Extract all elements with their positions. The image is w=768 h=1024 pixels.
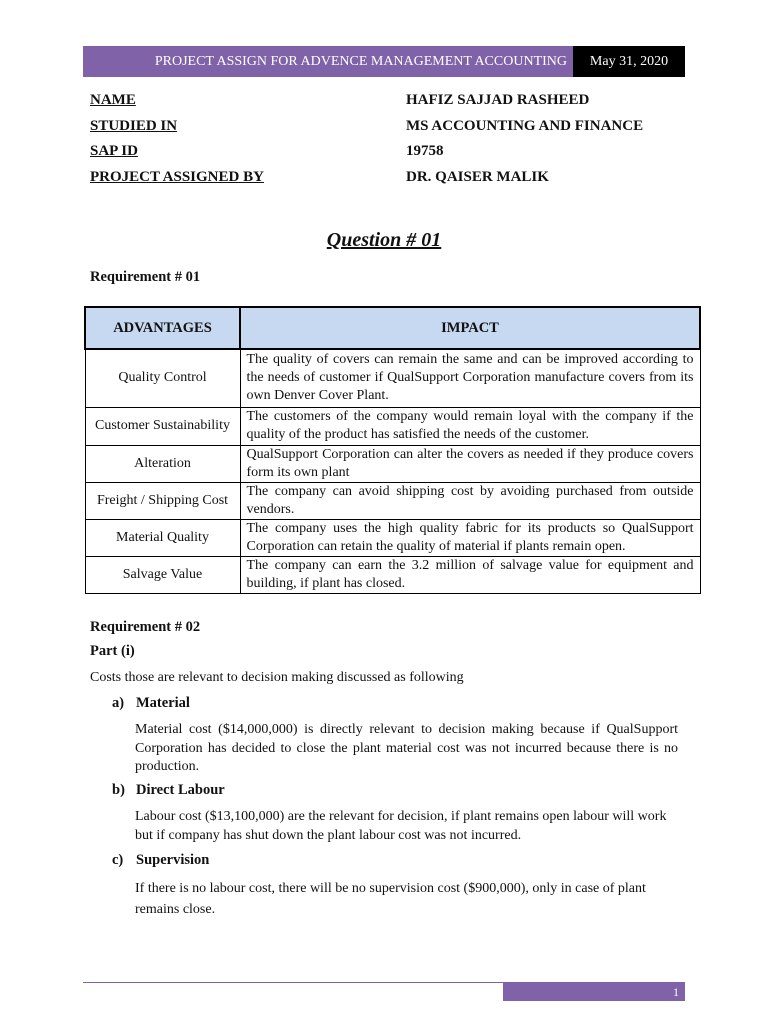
info-value: MS ACCOUNTING AND FINANCE	[406, 117, 644, 134]
question-heading: Question # 01	[326, 229, 442, 251]
info-value: 19758	[406, 143, 444, 159]
info-row-name	[90, 92, 690, 118]
table-row	[85, 482, 700, 519]
item-letter: a)	[112, 695, 125, 711]
info-label: NAME	[90, 92, 136, 108]
impact-cell: QualSupport Corporation can alter the covers as needed if they produce covers form its own plant	[240, 445, 700, 482]
column-header-advantages: ADVANTAGES	[85, 307, 240, 349]
item-title: Material	[136, 695, 190, 711]
advantage-cell: Quality Control	[85, 349, 240, 407]
advantage-cell: Salvage Value	[85, 556, 240, 593]
info-value: HAFIZ SAJJAD RASHEED	[406, 92, 590, 108]
advantage-cell: Freight / Shipping Cost	[85, 482, 240, 519]
header-title: PROJECT ASSIGN FOR ADVENCE MANAGEMENT ACCOUNTING	[83, 46, 573, 77]
part-heading: Part (i)	[90, 643, 135, 659]
table-row	[85, 349, 700, 407]
advantage-cell: Alteration	[85, 445, 240, 482]
item-letter: b)	[112, 782, 125, 798]
item-body-direct-labour: Labour cost ($13,100,000) are the relevant for decision, if plant remains open labour will work but if company has shut down the plant labour cost was not incurred.	[135, 809, 667, 843]
advantage-cell: Material Quality	[85, 519, 240, 556]
table-header-row	[85, 307, 700, 349]
header-date: May 31, 2020	[573, 46, 685, 77]
student-info	[90, 92, 690, 194]
info-row-assigned-by	[90, 169, 690, 195]
column-header-impact: IMPACT	[240, 307, 700, 349]
item-heading-supervision	[112, 852, 209, 869]
advantages-table	[84, 306, 701, 594]
item-title: Supervision	[136, 852, 210, 868]
info-row-sap-id	[90, 143, 690, 169]
advantage-cell: Customer Sustainability	[85, 407, 240, 445]
item-heading-direct-labour	[112, 782, 225, 799]
page-number: 1	[503, 983, 685, 1001]
impact-cell: The company uses the high quality fabric for its products so QualSupport Corporation can retain the quality of material if plants remain open.	[240, 519, 700, 556]
impact-cell: The company can earn the 3.2 million of salvage value for equipment and building, if plant has closed.	[240, 556, 700, 593]
impact-cell: The company can avoid shipping cost by avoiding purchased from outside vendors.	[240, 482, 700, 519]
info-value: DR. QAISER MALIK	[406, 168, 549, 185]
intro-text: Costs those are relevant to decision making discussed as following	[90, 670, 464, 685]
info-label: SAP ID	[90, 143, 138, 159]
table-row	[85, 407, 700, 445]
table-row	[85, 556, 700, 593]
item-body-material: Material cost ($14,000,000) is directly relevant to decision making because if QualSupport Corporation has decided to close the plant material cost was not incurred because there is no production.	[135, 722, 678, 774]
impact-cell: The customers of the company would remain loyal with the company if the quality of the product has satisfied the needs of the customer.	[240, 407, 700, 445]
item-letter: c)	[112, 852, 124, 868]
info-label: STUDIED IN	[90, 117, 178, 134]
table-row	[85, 445, 700, 482]
info-row-studied-in	[90, 118, 690, 144]
requirement-2-heading: Requirement # 02	[90, 619, 201, 635]
requirement-1-heading: Requirement # 01	[90, 269, 201, 285]
item-heading-material	[112, 695, 190, 712]
info-label: PROJECT ASSIGNED BY	[90, 168, 264, 185]
item-body-supervision: If there is no labour cost, there will be no supervision cost ($900,000), only in case of plant remains close.	[135, 881, 646, 917]
table-row	[85, 519, 700, 556]
impact-cell: The quality of covers can remain the same and can be improved according to the needs of customer if QualSupport Corporation manufacture covers from its own Denver Cover Plant.	[240, 349, 700, 407]
item-title: Direct Labour	[136, 782, 225, 798]
